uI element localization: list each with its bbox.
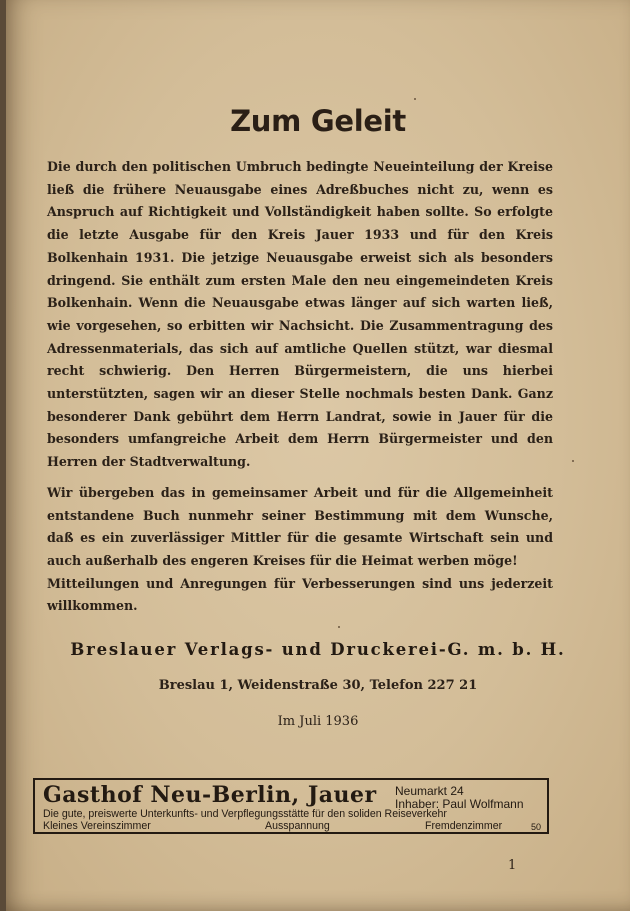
ad-owner: Inhaber: Paul Wolfmann: [395, 797, 524, 811]
ad-description: Die gute, preiswerte Unterkunfts- und Verpflegungsstätte für den soliden Reiseverkehr: [43, 808, 447, 820]
paper-speck: [572, 460, 574, 462]
ad-street: Neumarkt 24: [395, 784, 464, 798]
document-page: [6, 0, 630, 911]
paragraph-intro: Die durch den politischen Umbruch bedingte Neueinteilung der Kreise ließ die frühere Neuausgabe eines Adreßbuches nicht zu, wenn es Anspruch auf Richtigkeit und Vollständigkeit haben sollte. So erfolgte die letzte Ausgabe für den Kreis Jauer 1933 und für den Kreis Bolkenhain 1931. Die jetzige Neuausgabe erweist sich als besonders dringend. Sie enthält zum ersten Male den neu eingemeindeten Kreis Bolkenhain. Wenn die Neuausgabe etwas länger auf sich warten ließ, wie vorgesehen, so erbitten wir Nachsicht. Die Zusammentragung des Adressenmaterials, das sich auf amtliche Quellen stützt, war diesmal recht schwierig. Den Herren Bürgermeistern, die uns hierbei unterstützten, sagen wir an dieser Stelle nochmals besten Dank. Ganz besonderer Dank gebührt dem Herrn Landrat, sowie in Jauer für die besonders umfangreiche Arbeit dem Herrn Bürgermeister und den Herren der Stadtverwaltung.: [47, 159, 553, 470]
ad-business-name: Gasthof Neu-Berlin, Jauer: [43, 782, 377, 808]
advertisement-box: [33, 778, 549, 834]
foreword-text: [47, 156, 553, 618]
paragraph-feedback: Mitteilungen und Anregungen für Verbesserungen sind uns jederzeit willkommen.: [47, 575, 553, 614]
page-title: Zum Geleit: [230, 104, 406, 138]
ad-feature-club-room: Kleines Vereinszimmer: [43, 820, 151, 832]
ad-code: 50: [530, 822, 541, 832]
paper-speck: [414, 98, 416, 100]
paper-speck: [338, 626, 340, 628]
publisher-address: Breslau 1, Weidenstraße 30, Telefon 227 21: [158, 678, 478, 693]
page-number: 1: [508, 858, 517, 873]
paragraph-dedication: Wir übergeben das in gemeinsamer Arbeit und für die Allgemeinheit entstandene Buch nunmehr seiner Bestimmung mit dem Wunsche, daß es ein zuverlässiger Mittler für die gesamte Wirtschaft sein und auch außerhalb des engeren Kreises für die Heimat werben möge!: [47, 484, 553, 568]
ad-feature-stabling: Ausspannung: [265, 820, 330, 832]
publisher-name: Breslauer Verlags- und Druckerei-G. m. b. H.: [70, 640, 566, 659]
publication-date: Im Juli 1936: [277, 714, 359, 729]
ad-feature-guest-rooms: Fremdenzimmer: [425, 820, 503, 832]
